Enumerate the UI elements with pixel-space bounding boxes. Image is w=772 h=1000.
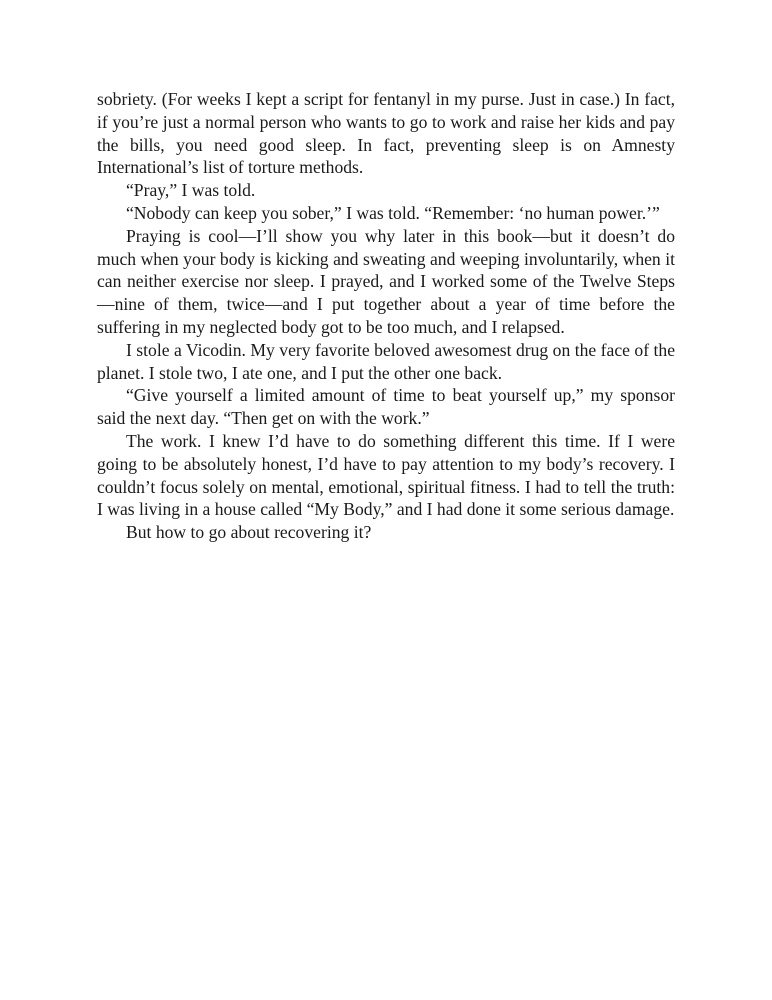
paragraph-pray: “Pray,” I was told. bbox=[126, 180, 256, 201]
paragraph-nobody-can-keep-you-sober: “Nobody can keep you sober,” I was told. “Remember: ‘no human power.’” bbox=[126, 202, 660, 223]
book-page-text bbox=[97, 88, 675, 544]
paragraph-the-work: The work. I knew I’d have to do something different this time. If I were going to be absolutely honest, I’d have to pay attention to my body’s recovery. I couldn’t focus solely on mental, emotional, spiritual fitness. I had to tell the truth: I was living in a house called “My Body,” and I had done it some serious damage. bbox=[97, 430, 675, 520]
paragraph-stole-vicodin: I stole a Vicodin. My very favorite beloved awesomest drug on the face of the planet. I stole two, I ate one, and I put the other one back. bbox=[97, 339, 675, 383]
paragraph-continuation: sobriety. (For weeks I kept a script for fentanyl in my purse. Just in case.) In fact, if you’re just a normal person who wants to go to work and raise her kids and pay the bills, you need good sleep. In fact, preventing sleep is on Amnesty International’s list of torture methods. bbox=[97, 89, 675, 178]
paragraph-sponsor-advice: “Give yourself a limited amount of time to beat yourself up,” my sponsor said the next day. “Then get on with the work.” bbox=[97, 385, 675, 429]
paragraph-how-to-recover: But how to go about recovering it? bbox=[126, 522, 372, 543]
paragraph-praying-is-cool: Praying is cool—I’ll show you why later in this book—but it doesn’t do much when your body is kicking and sweating and weeping involuntarily, when it can neither exercise nor sleep. I prayed, and I worked some of the Twelve Steps—nine of them, twice—and I put together about a year of time before the suffering in my neglected body got to be too much, and I relapsed. bbox=[97, 225, 675, 337]
